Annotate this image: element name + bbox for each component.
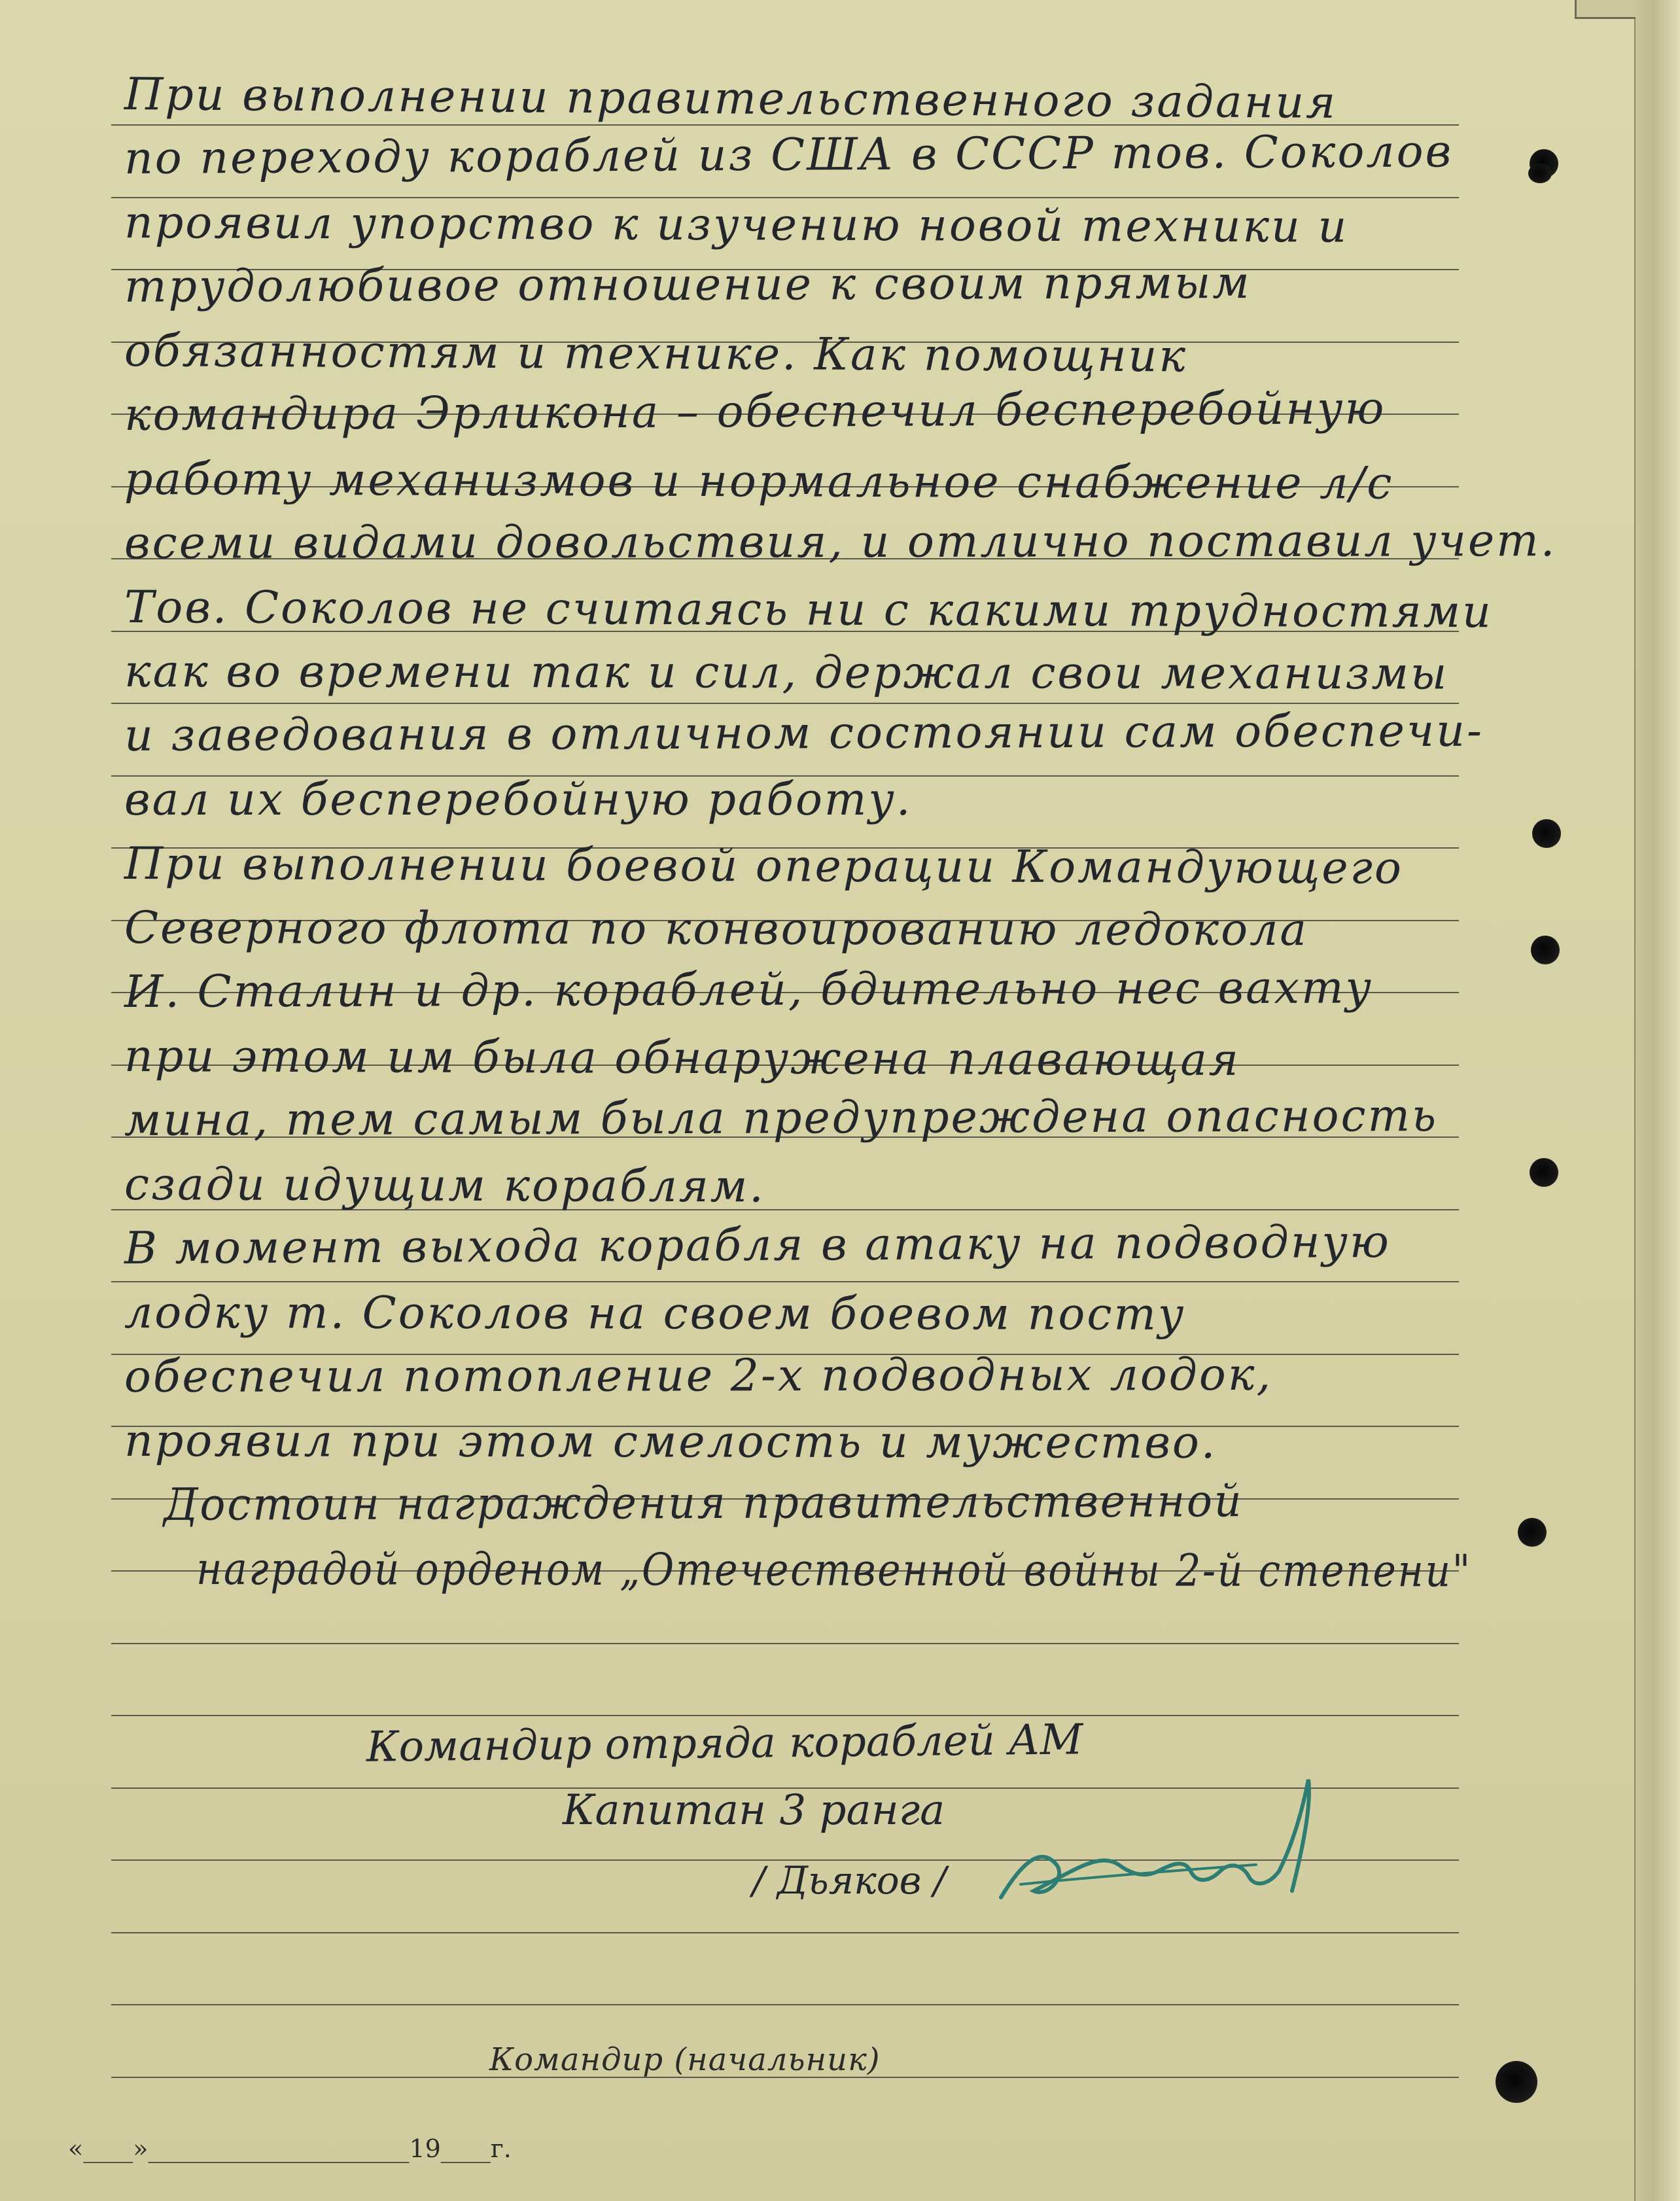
corner-frame xyxy=(1575,0,1636,19)
handwritten-line: Северного флота по конвоированию ледокола xyxy=(124,902,1309,957)
handwritten-line: всеми видами довольствия, и отлично поставил учет. xyxy=(124,515,1557,569)
handwritten-line: наградой орденом „Отечественной войны 2-й степени" xyxy=(196,1543,1472,1598)
handwritten-line: проявил при этом смелость и мужество. xyxy=(124,1415,1217,1469)
handwritten-line: проявил упорство к изучению новой техники и xyxy=(124,197,1349,253)
signature-name: / Дьяков / xyxy=(752,1858,947,1903)
handwritten-line: лодку т. Соколов на своем боевом посту xyxy=(124,1287,1186,1341)
handwritten-line: трудолюбивое отношение к своим прямым xyxy=(124,256,1251,313)
handwritten-line: работу механизмов и нормальное снабжение л/с xyxy=(124,453,1394,510)
signature-title: Командир отряда кораблей АМ xyxy=(366,1716,1083,1772)
handwritten-line: сзади идущим кораблям. xyxy=(124,1159,765,1213)
handwritten-line: обязанностям и технике. Как помощник xyxy=(124,325,1188,383)
binder-hole xyxy=(1531,936,1560,964)
handwritten-line: В момент выхода корабля в атаку на подводную xyxy=(124,1216,1391,1275)
handwritten-line: Тов. Соколов не считаясь ни с какими трудностями xyxy=(124,582,1494,639)
handwritten-line: При выполнении боевой операции Командующего xyxy=(124,838,1404,894)
handwritten-line: И. Сталин и др. кораблей, бдительно нес вахту xyxy=(124,962,1374,1018)
binder-hole xyxy=(1518,1518,1547,1547)
handwritten-line: Достоин награждения правительственной xyxy=(163,1475,1244,1531)
binder-hole xyxy=(1528,164,1552,183)
ruled-line xyxy=(111,1715,1459,1716)
ruled-line xyxy=(111,1643,1459,1644)
handwritten-line: при этом им была обнаружена плавающая xyxy=(124,1030,1240,1086)
signature-rank: Капитан 3 ранга xyxy=(563,1786,945,1835)
printed-date-line: «____»_____________________19____г. xyxy=(68,2134,512,2163)
binder-hole xyxy=(1530,1158,1558,1187)
binder-hole xyxy=(1496,2061,1537,2103)
handwritten-signature xyxy=(994,1767,1335,1924)
ruled-line xyxy=(111,1932,1459,1933)
ruled-line xyxy=(111,2004,1459,2005)
binder-hole xyxy=(1532,819,1561,848)
handwritten-line: При выполнении правительственного задания xyxy=(124,69,1338,129)
handwritten-line: вал их бесперебойную работу. xyxy=(124,774,913,826)
handwritten-line: как во времени так и сил, держал свои механизмы xyxy=(124,646,1449,700)
handwritten-line: мина, тем самым была предупреждена опасность xyxy=(124,1089,1439,1146)
handwritten-line: по переходу кораблей из США в СССР тов. Соколов xyxy=(124,126,1454,185)
page-edge-strip xyxy=(1634,0,1680,2201)
handwritten-line: командира Эрликона – обеспечил бесперебойную xyxy=(124,382,1386,441)
printed-commander-label: Командир (начальник) xyxy=(489,2041,881,2078)
handwritten-line: обеспечил потопление 2-х подводных лодок, xyxy=(124,1348,1273,1403)
handwritten-line: и заведования в отличном состоянии сам обеспечи- xyxy=(124,705,1484,762)
ruled-line xyxy=(111,1281,1459,1282)
